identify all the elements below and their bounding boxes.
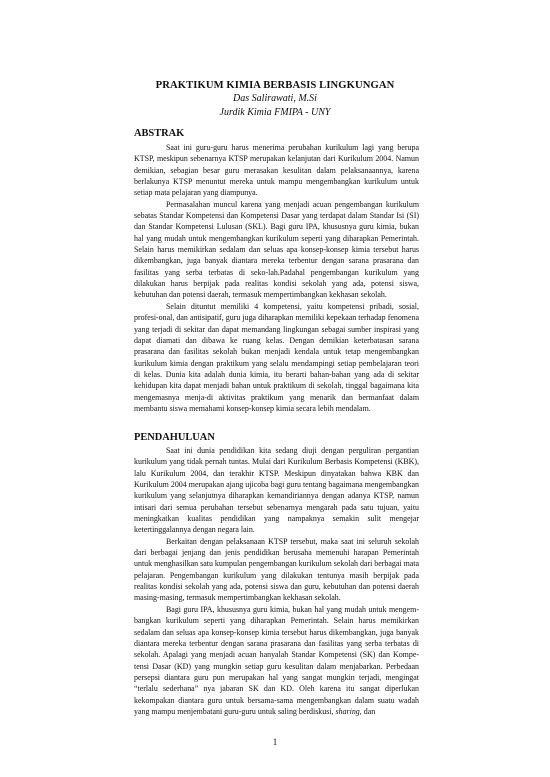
introduction-paragraph-1: Saat ini dunia pendidikan kita sedang diuji dengan perguliran pergantian kurikulum yang tidak pernah tuntas. Mulai dari Kurikulum Berbasis Kompetensi (KBK), lalu Kurikulum 2004, dan terakhir KTSP. Meskipun dinyatakan bahwa KBK dan Kurikulum 2004 merupakan ajang ujicoba bagi guru tentang bagaimana mengembangkan kurikulum yang selanjutnya diharapkan kemandiriannya dengan adanya KTSP, namun intisari dari semua perubahan tersebut sebenarnya mengarah pada satu tujuan, yaitu meningkatkan kualitas pendidikan yang nampaknya semakin sulit mengejar ketertinggalannya dengan negara lain. xyxy=(134,446,419,535)
emphasis-word: sharing xyxy=(335,706,360,716)
abstract-paragraph-1: Saat ini guru-guru harus menerima perubahan kurikulum lagi yang berupa KTSP, meskipun sebenarnya KTSP merupakan kelanjutan dari Kurikulum 2004. Namun demikian, sebagian besar guru merasakan kesulitan dalam pelaksanaannya, karena berlakunya KTSP menuntut mereka untuk mampu mengembangkan kurikulum untuk setiap mata pelajaran yang diampunya. xyxy=(134,143,419,198)
introduction-body xyxy=(134,445,419,717)
paper-title: PRAKTIKUM KIMIA BERBASIS LINGKUNGAN xyxy=(155,80,395,91)
abstract-paragraph-3: Selain dituntut memiliki 4 kompetensi, yaitu kompetensi pribadi, sosial, profesi-onal, dan antisipatif, guru juga diharapkan memiliki kepekaan terhadap fenomena yang terjadi di sekitar dan dapat memandang lingkungan sebagai sumber inspirasi yang dapat diamati dan dibawa ke ruang kelas. Dengan demikian keterbatasan sarana prasarana dan fasilitas sekolah bukan menjadi kendala untuk tetap mengembangkan kurikulum kimia dengan praktikum yang selalu mendampingi setiap pembelajaran teori di kelas. Dunia kita adalah dunia kimia, itu berarti bahan-bahan yang ada di sekitar kehidupan kita dapat menjadi bahan untuk praktikum di sekolah, tinggal bagaimana kita mengemasnya menja-di aktivitas praktikum yang menarik dan bermanfaat dalam membantu siswa memahami konsep-konsep kimia secara lebih mendalam. xyxy=(134,301,419,413)
introduction-heading: PENDAHULUAN xyxy=(134,432,215,443)
abstract-heading: ABSTRAK xyxy=(134,128,185,139)
page-number: 1 xyxy=(272,737,278,747)
introduction-paragraph-2: Berkaitan dengan pelaksanaan KTSP tersebut, maka saat ini seluruh sekolah dari berbagai jenjang dan jenis pendidikan berusaha memenuhi harapan Pemerintah untuk menghasilkan satu kumpulan pengembangan kurikulum sekolah dari berbagai mata pelajaran. Pengembangan kurikulum yang dilakukan tentunya masih berpijak pada realitas kondisi sekolah yang ada, potensi siswa dan guru, kebutuhan dan potensi daerah masing-masing, termasuk mempertimbangkan kekhasan sekolah. xyxy=(134,536,420,603)
author-affiliation: Jurdik Kimia FMIPA - UNY xyxy=(219,107,331,118)
abstract-paragraph-2: Permasalahan muncul karena yang menjadi acuan pengembangan kurikulum sebatas Standar Kompetensi dan Kompetensi Dasar yang terdapat dalam Standar Isi (SI) dan Standar Kompetensi Lulusan (SKL). Bagi guru IPA, khususnya guru kimia, bukan hal yang mudah untuk mengembangkan kurikulum seperti yang diharapkan Pemerintah. Selain harus memikirkan sedalam dan seluas apa konsep-konsep kimia tersebut harus dikembangkan, juga banyak diantara mereka terbentur dengan sarana prasarana dan fasilitas yang serba terbatas di seko-lah.Padahal pengembangan kurikulum yang dilakukan harus berpijak pada realitas kondisi sekolah yang ada, potensi siswa, kebutuhan dan potensi daerah, termasuk mempertimbangkan kekhasan sekolah. xyxy=(134,199,419,300)
introduction-paragraph-3: Bagi guru IPA, khususnya guru kimia, bukan hal yang mudah untuk mengem-bangkan kurikulum seperti yang diharapkan Pemerintah. Selain harus memikirkan sedalam dan seluas apa konsep-konsep kimia tersebut harus dikembangkan, juga banyak diantara mereka terbentur dengan sarana prasarana dan fasilitas yang serba terbatas di sekolah. Apalagi yang menjadi acuan hanyalah Standar Kompetensi (SK) dan Kompe-tensi Dasar (KD) yang mungkin setiap guru kesulitan dalam menjabarkan. Perbedaan persepsi diantara guru pun merupakan hal yang sangat mungkin terjadi, mengingat “terlalu sederhana” nya jabaran SK dan KD. Oleh karena itu sangat diperlukan kekompakan diantara guru untuk bersama-sama mengembangkan dalam suatu wadah yang mampu menjembatani guru-guru untuk saling berdiskusi, sharing, dan xyxy=(134,604,419,716)
abstract-body xyxy=(134,142,419,414)
author-name: Das Salirawati, M.Si xyxy=(233,93,317,104)
